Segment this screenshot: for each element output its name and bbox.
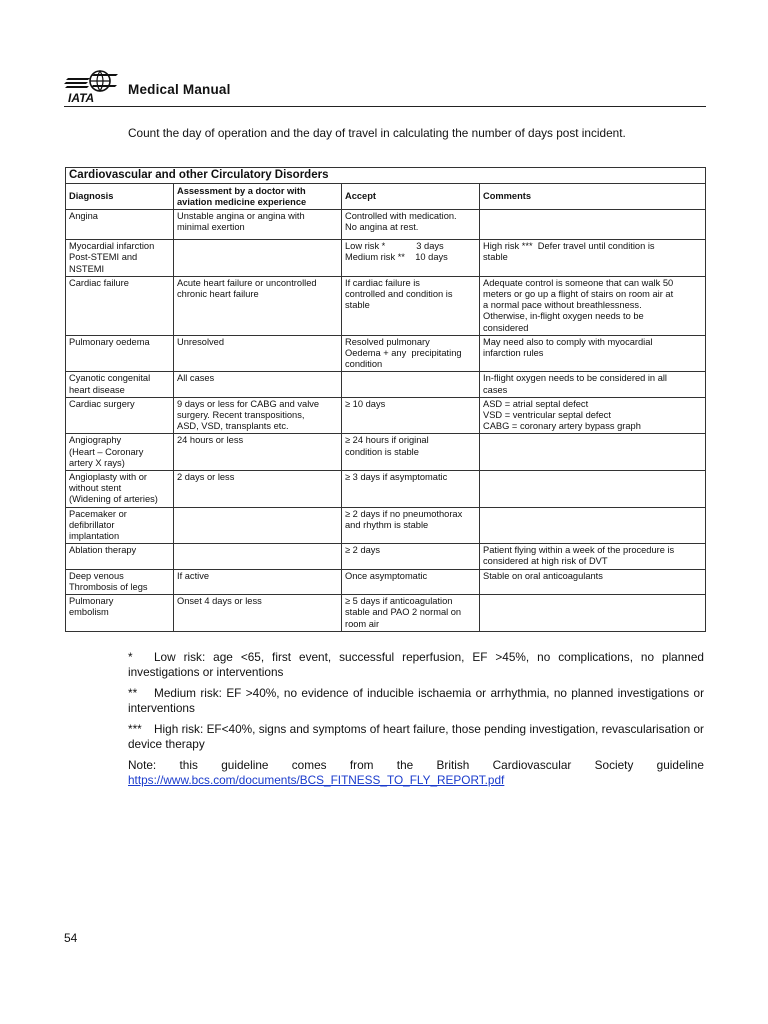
diagnosis-line: heart disease: [69, 384, 125, 395]
diagnosis-line: Ablation therapy: [69, 545, 137, 556]
iata-logo: [64, 68, 120, 104]
diagnosis-line: (Heart – Coronary: [69, 446, 144, 457]
header-comments: Comments: [480, 184, 706, 210]
assessment-line: chronic heart failure: [177, 289, 259, 300]
accept-line: condition is stable: [345, 446, 419, 457]
diagnosis-line: Cyanotic congenital: [69, 373, 151, 384]
logo-text: IATA: [68, 91, 95, 104]
comments-line: meters or go up a flight of stairs on room air at: [483, 289, 674, 300]
cell-comments: [480, 471, 706, 508]
accept-line: ≥ 2 days if no pneumothorax: [345, 508, 463, 519]
cell-comments: [480, 276, 706, 335]
accept-line: Oedema + any precipitating: [345, 348, 462, 359]
cell-assessment: [174, 434, 342, 471]
accept-line: Once asymptomatic: [345, 570, 428, 581]
diagnosis-line: Angioplasty with or: [69, 472, 148, 483]
table-row: [66, 471, 706, 508]
bcs-report-link[interactable]: https://www.bcs.com/documents/BCS_FITNESS_TO_FLY_REPORT.pdf: [128, 773, 505, 787]
comments-line: a normal pace without breathlessness.: [483, 300, 642, 311]
comments-line: Stable on oral anticoagulants: [483, 570, 603, 581]
cell-diagnosis: [66, 397, 174, 434]
cell-comments: [480, 240, 706, 277]
note-word: the: [396, 758, 414, 772]
table-row: [66, 372, 706, 397]
accept-line: stable and PAO 2 normal on: [345, 607, 462, 618]
note-word: Cardiovascular: [492, 758, 572, 772]
assessment-line: surgery. Recent transpositions,: [177, 410, 305, 421]
footnotes: [128, 650, 704, 788]
comments-line: Adequate control is someone that can walk 50: [483, 277, 674, 288]
cell-comments: [480, 434, 706, 471]
cell-assessment: [174, 397, 342, 434]
table-title: Cardiovascular and other Circulatory Disorders: [66, 168, 706, 184]
cell-diagnosis: [66, 569, 174, 594]
assessment-line: 9 days or less for CABG and valve: [177, 398, 320, 409]
diagnosis-line: embolism: [69, 607, 109, 618]
accept-line: ≥ 24 hours if original: [345, 435, 429, 446]
comments-line: stable: [483, 252, 508, 263]
table-row: [66, 276, 706, 335]
assessment-line: 24 hours or less: [177, 435, 244, 446]
assessment-line: 2 days or less: [177, 472, 235, 483]
cell-comments: [480, 210, 706, 240]
comments-line: CABG = coronary artery bypass graph: [483, 421, 641, 432]
diagnosis-line: Cardiac failure: [69, 277, 129, 288]
cell-diagnosis: [66, 240, 174, 277]
page-number: 54: [64, 931, 78, 945]
manual-title: Medical Manual: [128, 82, 231, 97]
cell-diagnosis: [66, 471, 174, 508]
cell-accept: [342, 210, 480, 240]
note-word: British: [436, 758, 470, 772]
diagnosis-line: without stent: [69, 483, 122, 494]
cell-diagnosis: [66, 276, 174, 335]
header-diagnosis: Diagnosis: [66, 184, 174, 210]
comments-line: May need also to comply with myocardial: [483, 336, 653, 347]
accept-line: Resolved pulmonary: [345, 336, 430, 347]
diagnosis-line: Cardiac surgery: [69, 398, 135, 409]
accept-line: ≥ 10 days: [345, 398, 386, 409]
diagnosis-line: Thrombosis of legs: [69, 581, 148, 592]
header-accept: Accept: [342, 184, 480, 210]
footnote-low-risk: * Low risk: age <65, first event, successful reperfusion, EF >45%, no complications, no planned investigations or interventions: [128, 650, 704, 679]
diagnosis-line: Myocardial infarction: [69, 241, 155, 252]
cell-assessment: [174, 507, 342, 544]
diagnosis-line: (Widening of arteries): [69, 494, 158, 505]
assessment-line: ASD, VSD, transplants etc.: [177, 421, 289, 432]
cell-accept: [342, 276, 480, 335]
cell-comments: [480, 595, 706, 632]
diagnosis-line: defibrillator: [69, 519, 115, 530]
cell-diagnosis: [66, 210, 174, 240]
accept-line: room air: [345, 618, 380, 629]
cell-comments: [480, 569, 706, 594]
cell-accept: [342, 569, 480, 594]
diagnosis-line: artery X rays): [69, 457, 125, 468]
accept-line: Controlled with medication.: [345, 211, 457, 222]
footnote-medium-risk: ** Medium risk: EF >40%, no evidence of inducible ischaemia or arrhythmia, no planned investigations or interventions: [128, 686, 704, 715]
cell-assessment: [174, 240, 342, 277]
cell-comments: [480, 397, 706, 434]
table-row: [66, 569, 706, 594]
accept-line: No angina at rest.: [345, 222, 419, 233]
comments-line: considered: [483, 322, 529, 333]
accept-line: and rhythm is stable: [345, 519, 429, 530]
accept-line: stable: [345, 300, 370, 311]
assessment-line: Onset 4 days or less: [177, 596, 262, 607]
cell-comments: [480, 544, 706, 569]
cell-diagnosis: [66, 507, 174, 544]
accept-line: controlled and condition is: [345, 289, 453, 300]
table-row: [66, 434, 706, 471]
table-row: [66, 507, 706, 544]
cell-assessment: [174, 210, 342, 240]
cell-assessment: [174, 544, 342, 569]
cell-comments: [480, 335, 706, 372]
note: [128, 758, 704, 788]
cell-accept: [342, 335, 480, 372]
accept-line: condition: [345, 359, 383, 370]
comments-line: VSD = ventricular septal defect: [483, 410, 611, 421]
page-header: [64, 68, 706, 108]
table-row: [66, 210, 706, 240]
accept-line: ≥ 3 days if asymptomatic: [345, 472, 448, 483]
table-row: [66, 595, 706, 632]
cell-accept: [342, 397, 480, 434]
table-body: [66, 210, 706, 632]
cell-diagnosis: [66, 544, 174, 569]
accept-line: Low risk * 3 days: [345, 241, 444, 252]
diagnosis-line: NSTEMI: [69, 263, 105, 274]
note-word: Note:: [128, 758, 157, 772]
cell-assessment: [174, 595, 342, 632]
note-text: [128, 758, 704, 773]
cell-assessment: [174, 335, 342, 372]
cell-assessment: [174, 276, 342, 335]
comments-line: ASD = atrial septal defect: [483, 398, 589, 409]
cardiovascular-table: [65, 167, 706, 632]
comments-line: Patient flying within a week of the procedure is: [483, 545, 675, 556]
cell-accept: [342, 595, 480, 632]
diagnosis-line: Pacemaker or: [69, 508, 127, 519]
assessment-line: Acute heart failure or uncontrolled: [177, 277, 317, 288]
footnote-high-risk: *** High risk: EF<40%, signs and symptoms of heart failure, those pending investigation, revascularisation or device therapy: [128, 722, 704, 751]
comments-line: In-flight oxygen needs to be considered in all: [483, 373, 667, 384]
cell-assessment: [174, 471, 342, 508]
diagnosis-line: Pulmonary: [69, 596, 114, 607]
cell-accept: [342, 240, 480, 277]
cell-accept: [342, 544, 480, 569]
cell-accept: [342, 507, 480, 544]
assessment-line: minimal exertion: [177, 222, 245, 233]
header-rule: [64, 106, 706, 107]
note-word: guideline: [656, 758, 704, 772]
assessment-line: Unstable angina or angina with: [177, 211, 305, 222]
intro-text: Count the day of operation and the day of travel in calculating the number of days post incident.: [128, 126, 626, 140]
diagnosis-line: implantation: [69, 531, 120, 542]
cell-assessment: [174, 569, 342, 594]
table-row: [66, 240, 706, 277]
comments-line: considered at high risk of DVT: [483, 556, 608, 567]
cell-comments: [480, 372, 706, 397]
cell-diagnosis: [66, 335, 174, 372]
accept-line: ≥ 5 days if anticoagulation: [345, 596, 453, 607]
cell-diagnosis: [66, 595, 174, 632]
diagnosis-line: Deep venous: [69, 570, 124, 581]
accept-line: Medium risk ** 10 days: [345, 252, 448, 263]
table-row: [66, 544, 706, 569]
note-word: this: [179, 758, 198, 772]
note-word: comes: [291, 758, 327, 772]
cell-accept: [342, 471, 480, 508]
diagnosis-line: Angina: [69, 211, 98, 222]
comments-line: cases: [483, 384, 508, 395]
comments-line: High risk *** Defer travel until condition is: [483, 241, 655, 252]
assessment-line: Unresolved: [177, 336, 225, 347]
cell-accept: [342, 372, 480, 397]
cell-comments: [480, 507, 706, 544]
comments-line: infarction rules: [483, 348, 544, 359]
comments-line: Otherwise, in-flight oxygen needs to be: [483, 311, 644, 322]
cell-diagnosis: [66, 434, 174, 471]
accept-line: If cardiac failure is: [345, 277, 420, 288]
cell-assessment: [174, 372, 342, 397]
diagnosis-line: Post-STEMI and: [69, 252, 138, 263]
diagnosis-line: Pulmonary oedema: [69, 336, 150, 347]
assessment-line: All cases: [177, 373, 215, 384]
assessment-line: If active: [177, 570, 210, 581]
table-row: [66, 397, 706, 434]
note-word: guideline: [221, 758, 269, 772]
diagnosis-line: Angiography: [69, 435, 122, 446]
cell-diagnosis: [66, 372, 174, 397]
note-word: from: [349, 758, 374, 772]
note-word: Society: [594, 758, 634, 772]
header-assessment: Assessment by a doctor with aviation medicine experience: [174, 184, 342, 210]
accept-line: ≥ 2 days: [345, 545, 381, 556]
cell-accept: [342, 434, 480, 471]
table-row: [66, 335, 706, 372]
